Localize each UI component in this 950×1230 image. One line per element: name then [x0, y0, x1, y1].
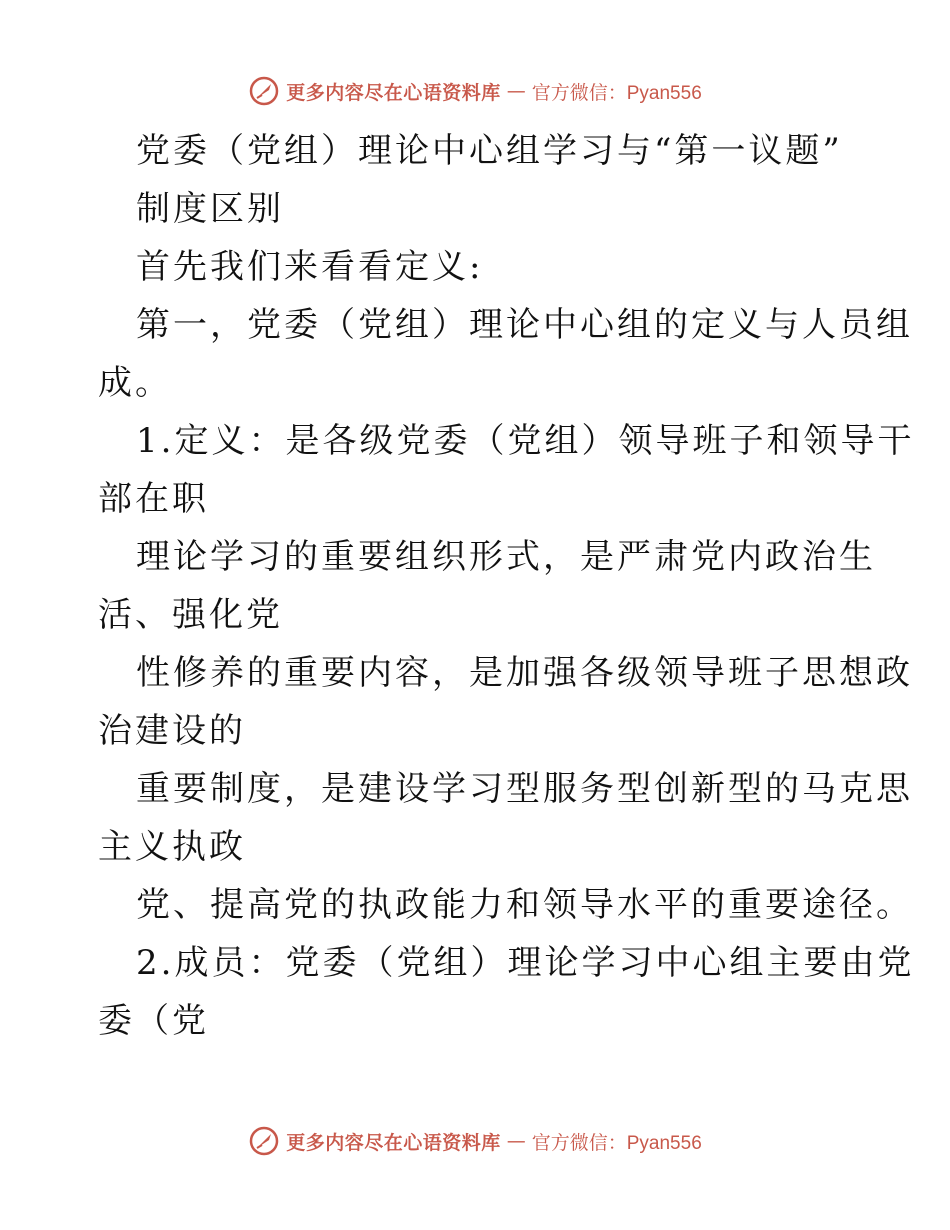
doc-line: 2.成员：党委（党组）理论学习中心组主要由党	[136, 943, 915, 983]
doc-line: 首先我们来看看定义:	[136, 247, 484, 287]
doc-line: 制度区别	[136, 189, 284, 229]
doc-line: 委（党	[98, 1001, 209, 1041]
doc-line: 活、强化党	[98, 595, 283, 635]
doc-line: 党委（党组）理论中心组学习与“第一议题”	[136, 131, 843, 171]
doc-line: 1.定义：是各级党委（党组）领导班子和领导干	[136, 421, 915, 461]
doc-line: 理论学习的重要组织形式，是严肃党内政治生	[136, 537, 876, 577]
header-banner-text: 更多内容尽在心语资料库	[286, 81, 501, 104]
header-banner-dash: —	[506, 80, 526, 102]
footer-banner-contact: 官方微信：Pyan556	[531, 1132, 702, 1154]
doc-line: 党、提高党的执政能力和领导水平的重要途径。	[136, 885, 913, 925]
doc-line: 第一，党委（党组）理论中心组的定义与人员组	[136, 305, 913, 345]
footer-banner-dash: —	[506, 1130, 526, 1152]
header-banner-contact: 官方微信：Pyan556	[531, 82, 702, 104]
footer-banner-text: 更多内容尽在心语资料库	[286, 1131, 501, 1154]
quill-logo-icon	[248, 1125, 280, 1157]
document-body	[98, 122, 915, 1050]
doc-line: 成。	[98, 363, 172, 403]
doc-line: 治建设的	[98, 711, 246, 751]
doc-line: 主义执政	[98, 827, 246, 867]
doc-line: 部在职	[98, 479, 209, 519]
doc-line: 重要制度，是建设学习型服务型创新型的马克思	[136, 769, 913, 809]
quill-logo-icon	[248, 75, 280, 107]
header-banner	[0, 74, 950, 108]
footer-banner	[0, 1124, 950, 1158]
doc-line: 性修养的重要内容，是加强各级领导班子思想政	[136, 653, 913, 693]
